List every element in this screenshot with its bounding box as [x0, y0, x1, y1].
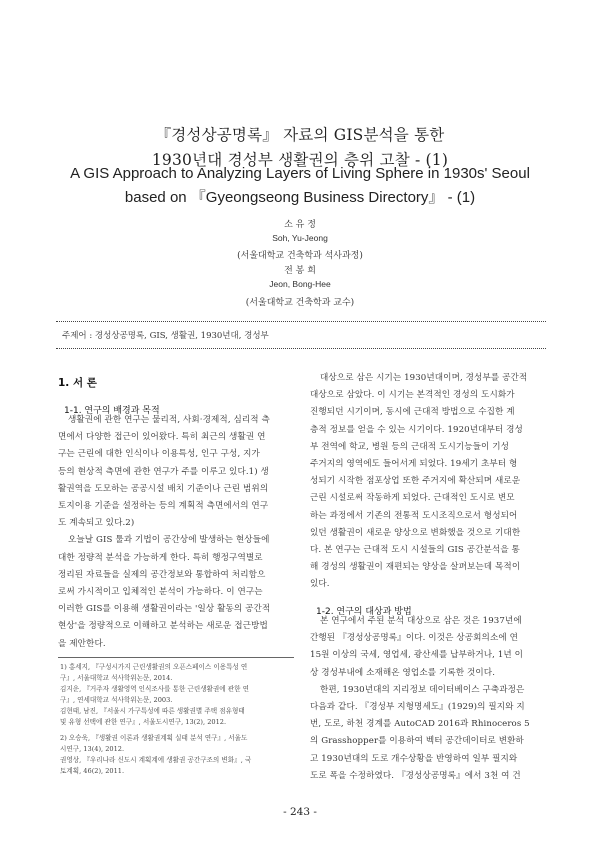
author-2-name-en: Jeon, Bong-Hee — [269, 279, 331, 289]
body-line: 다음과 같다. 『경성부 지형명세도』(1929)의 필지와 지 — [310, 702, 525, 713]
footnote-line: 및 유형 선택에 관한 연구』, 서울도시연구, 13(2), 2012. — [60, 718, 227, 726]
body-line: 간행된 『경성상공명록』이다. 이것은 상공회의소에 연 — [310, 633, 518, 644]
body-line: 현상'을 정량적으로 이해하고 분석하는 새로운 접근방법 — [58, 621, 268, 632]
body-line: 한편, 1930년대의 지리정보 데이터베이스 구축과정은 — [320, 684, 525, 695]
section-heading-introduction: 1. 서 론 — [58, 377, 97, 389]
footnote-line: 구』, 연세대학교 석사학위논문, 2003. — [60, 696, 173, 704]
body-line: 해 경성의 생활권이 재편되는 양상을 살펴보는데 목적이 — [310, 562, 521, 573]
footnote-line: 시연구, 13(4), 2012. — [60, 745, 125, 753]
body-line: 정리된 자료들을 실제의 공간정보와 통합하여 처리함으 — [58, 569, 266, 580]
body-line: 있다. — [310, 579, 330, 590]
page-number: - 243 - — [283, 806, 317, 818]
body-line: 15원 이상의 국세, 영업세, 광산세를 납부하거나, 1년 이 — [310, 650, 524, 661]
body-line: 활권역을 도모하는 공공시설 배치 기준이나 근린 범위의 — [58, 483, 269, 494]
body-line: 층적 정보를 얻을 수 있는 시기이다. 1920년대부터 경성 — [310, 424, 523, 435]
keywords-text: 주제어 : 경성상공명록, GIS, 생활권, 1930년대, 경성부 — [62, 331, 269, 341]
body-line: 상 경성부내에 소재해온 영업소를 기록한 것이다. — [310, 667, 496, 678]
body-line: 대상으로 삼은 시기는 1930년대이며, 경성부를 공간적 — [320, 373, 528, 383]
body-line: 이러한 GIS를 이용해 생활권이라는 '일상 활동의 공간적 — [58, 604, 271, 615]
title-english-line-2: based on 『Gyeongseong Business Directory』 - (1) — [124, 189, 476, 206]
body-line: 등의 현상적 측면에 관한 연구가 주를 이루고 있다.1) 생 — [58, 466, 269, 477]
body-line: 부 전역에 학교, 병원 등의 근대적 도시기능들이 기성 — [310, 441, 510, 452]
author-1-name-ko: 소 유 정 — [284, 220, 316, 230]
footnote-line: 1) 홍세지, 『구성시가지 근린생활권의 오픈스페이스 이용특성 연 — [60, 663, 248, 671]
footnote-line: 토계획, 46(2), 2011. — [60, 767, 125, 775]
body-line: 대한 정량적 분석을 가능하게 한다. 특히 행정구역별로 — [58, 552, 263, 563]
body-line: 구는 근린에 대한 인식이나 이용특성, 인구 구성, 지가 — [58, 449, 260, 460]
title-korean-line-2: 1930년대 경성부 생활권의 층위 고찰 - (1) — [151, 151, 449, 169]
body-line: 주거지의 영역에도 들어서게 되었다. 19세기 초부터 형 — [310, 459, 518, 470]
footnote-line: 김현태, 남진, 『서울시 가구특성에 따른 생활권별 주택 점유형태 — [60, 707, 245, 715]
author-2-affiliation: (서울대학교 건축학과 교수) — [245, 298, 355, 308]
right-column-body-bottom — [310, 613, 546, 785]
left-column-body — [58, 412, 294, 653]
body-line: 을 제안한다. — [58, 638, 106, 649]
body-line: 성되기 시작한 점포상업 또한 주거지에 확산되며 새로운 — [310, 476, 521, 487]
author-1-name-en: Soh, Yu-Jeong — [272, 233, 328, 243]
subsection-heading-scope-method: 1-2. 연구의 대상과 방법 — [316, 607, 412, 617]
body-line: 오늘날 GIS 툴과 기법이 공간상에 발생하는 현상들에 — [68, 535, 270, 546]
title-english-line-1: A GIS Approach to Analyzing Layers of Living Sphere in 1930s' Seoul — [70, 165, 530, 182]
body-line: 로써 가시적이고 입체적인 분석이 가능하다. 이 연구는 — [58, 587, 263, 598]
body-line: 있던 생활권이 새로운 양상으로 변화했을 것으로 기대한 — [310, 527, 521, 538]
body-line: 진행되던 시기이며, 동시에 근대적 방법으로 수집한 계 — [310, 407, 515, 418]
footnote-line: 2) 오승욱, 『생활권 이론과 생활권계획 실태 분석 연구』, 서울도 — [60, 734, 248, 742]
right-column-body-top — [310, 370, 546, 594]
body-line: 면에서 다양한 접근이 있어왔다. 특히 최근의 생활권 연 — [58, 432, 266, 443]
body-line: 다. 본 연구는 근대적 도시 시설들의 GIS 공간분석을 통 — [310, 545, 520, 556]
body-line: 근린 시설로써 작동하게 되었다. 근대적인 도시로 변모 — [310, 493, 515, 504]
body-line: 도 계속되고 있다.2) — [58, 518, 135, 529]
body-line: 하는 과정에서 기존의 전통적 도시조직으로서 형성되어 — [310, 510, 518, 521]
body-line: 의 Grasshopper를 이용하여 벡터 공간데이터로 변환하 — [310, 736, 524, 747]
footnote-line: 구』, 서울대학교 석사학위논문, 2014. — [60, 674, 173, 682]
body-line: 고 1930년대의 도로 개수상황을 반영하여 일부 필지와 — [310, 753, 518, 764]
title-korean-line-1: 『경성상공명록』 자료의 GIS분석을 통한 — [155, 126, 445, 144]
body-line: 대상으로 삼았다. 이 시기는 본격적인 경성의 도시화가 — [310, 390, 515, 401]
body-line: 토지이용 기준을 설정하는 등의 계획적 측면에서의 연구 — [58, 501, 269, 512]
body-line: 번, 도로, 하천 경계를 AutoCAD 2016과 Rhinoceros 5 — [310, 719, 530, 730]
subsection-heading-background: 1-1. 연구의 배경과 목적 — [64, 406, 160, 416]
footnote-line: 김지운, 『거주자 생활영역 인식조사를 통한 근린생활권에 관한 연 — [60, 685, 249, 693]
body-line: 도로 폭을 수정하였다. 『경성상공명록』에서 3천 여 건 — [310, 770, 521, 781]
author-1-affiliation: (서울대학교 건축학과 석사과정) — [237, 251, 363, 261]
body-line: 본 연구에서 주된 분석 대상으로 삼은 것은 1937년에 — [320, 616, 522, 626]
footnote-line: 권영상, 『우리나라 신도시 계획계에 생활권 공간구조의 변화』, 국 — [60, 756, 252, 764]
author-2-name-ko: 전 봉 희 — [284, 266, 316, 276]
footnote-rule — [58, 657, 294, 658]
body-line: 생활권에 관한 연구는 물리적, 사회·경제적, 심리적 측 — [68, 415, 270, 425]
